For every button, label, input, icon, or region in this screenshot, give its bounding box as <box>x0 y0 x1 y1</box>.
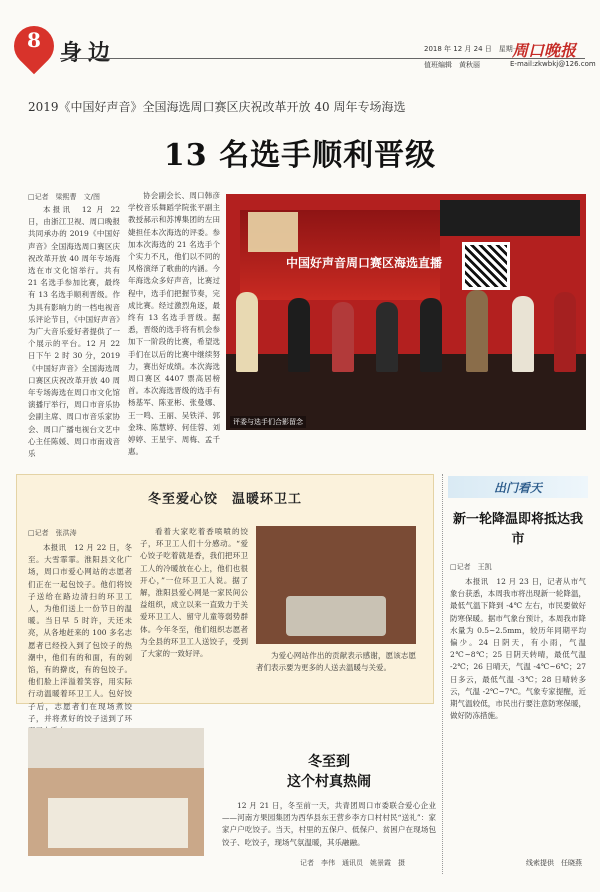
contestant <box>288 298 310 372</box>
weather-byline: □记者 王凯 <box>450 563 492 571</box>
page-number: 8 <box>27 28 41 52</box>
dumpling-story-byline: □记者 张洪涛 <box>28 529 77 537</box>
coach-strip <box>440 200 580 236</box>
page-header <box>0 0 600 70</box>
village-story-body: 12 月 21 日，冬至前一天，共青团周口市委联合爱心企业——河南方果园集团为西华县东王营乡李方口村村民“送礼”：家家户户吃饺子。当天，村里的五保户、低保户、贫困户在现场包饺子、吃饺子，现场气氛温暖，其乐融融。 <box>222 801 436 847</box>
contestant <box>554 292 576 372</box>
contestant <box>332 302 354 372</box>
dumpling-story-column-2: 看着大家吃着香喷喷的饺子，环卫工人们十分感动。“爱心饺子吃着就是香，我们把环卫工人的冷暖放在心上，他们也很开心，”一位环卫工人说。据了解，淮阳县爱心网是一家民间公益组织，成立以来一直致力于关爱环卫工人、留守儿童等弱势群体。今年冬至，他们组织志愿者为全县的环卫工人送饺子，受到了大家的一致好评。 <box>140 527 248 659</box>
weather-story-body: 本报讯 12 月 23 日，记者从市气象台获悉，本周我市将出现新一轮降温，最低气温下降到 -4℃ 左右，市民要做好防寒保暖。据市气象台预计，本周我市降水量为 0.5~2.5mm，较历年同期平均偏少。24 日阴天，有小雨，气温 2℃~8℃；25 日阴天转晴，最低气温 -2℃；26 日晴天，气温 -4℃~6℃；27 日多云，最低气温 -3℃；28 日晴转多云，气温 -2℃~7℃。气象专家提醒，近期气温较低，市民出行要注意防寒保暖，做好防冻措施。 <box>450 577 586 721</box>
dumpling-photo <box>256 526 416 644</box>
article-column-1: 本报讯 12 月 22 日，由浙江卫视、周口晚报共同承办的 2019《中国好声音》全国海选周口赛区庆祝改革开放 40 周年专场海选在市文化馆举行。共有 21 名选手参加比赛，最终有 13 名选手顺利晋级。作为具有影响力的一档电视音乐评论节目，《中国好声音》为广大音乐爱好者提供了一个展示的平台。12 月 22 日下午 2 时 30 分，2019《中国好声音》全国海选周口赛区庆祝改革开放 40 周年专场海选在周口市文化馆演播厅举行，周口市音乐协会副主席、周口市音乐家协会、周口广播电视台文艺中心主任陈媛、周口市南戏音乐 <box>28 205 120 459</box>
stage-title: 中国好声音周口赛区海选直播 <box>286 256 443 270</box>
article-byline: □记者 梁熙曹 文/图 <box>28 193 100 201</box>
audition-photo <box>226 194 586 430</box>
village-story-title: 冬至到 这个村真热闹 <box>287 754 371 790</box>
village-table <box>48 798 188 848</box>
contestant <box>376 302 398 372</box>
contestant <box>512 296 534 372</box>
duty-editor: 值班编辑 黄秋丽 <box>424 61 480 69</box>
article-headline: 13 名选手顺利晋级 <box>163 138 437 173</box>
article-kicker: 2019《中国好声音》全国海选周口赛区庆祝改革开放 40 周年专场海选 <box>28 100 406 114</box>
photo-caption: 评委与选手们合影留念 <box>230 416 306 428</box>
village-wall <box>28 728 204 768</box>
contestant <box>466 290 488 372</box>
dumpling-story-column-3: 为爱心网站作出的贡献表示感谢，愿该志愿者们表示要为更多的人送去温暖与关爱。 <box>256 651 416 673</box>
qr-code-icon <box>462 242 510 290</box>
article-column-2: 协会副会长、周口韩彦学校音乐舞蹈学院张平副主教授郝示和苏博集团的左田婕担任本次海选的评委。参加本次海选的 21 名选手个个实力不凡，他们以不同的风格演绎了歌曲的内涵。今年海选众多好声音，比赛过程中，选手们把握节奏，完成比赛。经过激烈角逐，最终有 13 名选手晋级。据悉，晋级的选手将有机会参加下一阶段的比赛，希望选手们在以后的比赛中继续努力，赛出好成绩。本次海选周口赛区 4407 票高居榜首。本次海选晋级的选手有杨基军、陈亚彬、张曼娜、王一鸣、王丽、吴铁洋、郭金珠、陈慧婷、何佳蓉、刘婷婷、王星宇、周梅、孟千惠。 <box>128 191 220 457</box>
header-rule <box>60 58 585 59</box>
contact-email: E-mail:zkwbkj@126.com <box>510 60 596 68</box>
issue-date: 2018 年 12 月 24 日 星期一 <box>424 45 520 53</box>
village-photo <box>28 728 204 856</box>
show-logo <box>248 212 298 252</box>
weather-footer: 线索提供 任晓燕 <box>526 859 582 867</box>
dumpling-story-column-1: 本报讯 12 月 22 日，冬至。大雪霏霏。淮阳县文化广场，周口市爱心网站的志愿者们正在一起包饺子。他们将饺子送给在路边清扫的环卫工人，为他们送上一份节日的温暖。当日早 5 时许，天还未亮，从各地赶来的 100 多名志愿者已经投入到了包饺子的热潮中，他们有的和面，有的剁馅，有的擀皮，有的包饺子。他们脸上洋溢着笑容，用实际行动温暖着环卫工人。包好饺子后，志愿者们在现场煮饺子，并将煮好的饺子送到了环 <box>28 543 132 723</box>
section-name: 身边 <box>60 40 117 66</box>
village-story-credit: 记者 李伟 通讯员 姚景霞 摄 <box>300 859 405 867</box>
weather-banner-label: 出门看天 <box>493 481 542 495</box>
newspaper-logo: 周口晚报 <box>512 41 577 60</box>
dumpling-table <box>286 596 386 636</box>
dumpling-story-title: 冬至爱心饺 温暖环卫工 <box>147 492 302 507</box>
column-divider <box>442 474 443 874</box>
contestant <box>236 292 258 372</box>
contestant <box>420 298 442 372</box>
weather-headline: 新一轮降温即将抵达我市 <box>452 512 583 547</box>
